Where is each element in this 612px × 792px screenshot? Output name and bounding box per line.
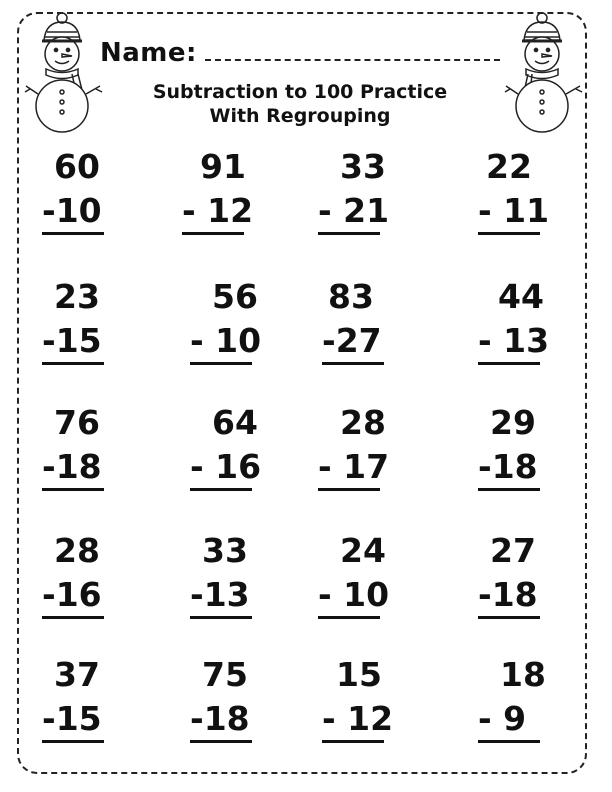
subtrahend: -13 — [190, 575, 250, 614]
subtrahend: - 10 — [190, 321, 262, 360]
snowman-icon — [22, 12, 104, 134]
subtrahend: -15 — [42, 699, 102, 738]
answer-line — [42, 740, 104, 743]
answer-line — [322, 362, 384, 365]
problem — [190, 278, 270, 366]
minuend: 64 — [212, 403, 258, 442]
subtrahend: - 16 — [190, 447, 262, 486]
title-line-1: Subtraction to 100 Practice — [152, 81, 448, 103]
name-row — [100, 32, 500, 68]
answer-line — [478, 488, 540, 491]
answer-line — [318, 616, 380, 619]
answer-line — [182, 232, 244, 235]
answer-line — [318, 488, 380, 491]
problem — [478, 278, 558, 366]
subtrahend: - 13 — [478, 321, 550, 360]
answer-line — [42, 488, 104, 491]
problem — [478, 532, 558, 620]
minuend: 24 — [340, 531, 386, 570]
subtrahend: -27 — [322, 321, 382, 360]
minuend: 91 — [200, 147, 246, 186]
problem — [478, 656, 558, 744]
problem — [322, 278, 402, 366]
subtrahend: - 21 — [318, 191, 390, 230]
answer-line — [190, 616, 252, 619]
subtrahend: -18 — [478, 447, 538, 486]
minuend: 27 — [490, 531, 536, 570]
minuend: 33 — [202, 531, 248, 570]
minuend: 76 — [54, 403, 100, 442]
minuend: 75 — [202, 655, 248, 694]
answer-line — [322, 740, 384, 743]
problem — [318, 532, 398, 620]
subtrahend: - 17 — [318, 447, 390, 486]
subtrahend: - 11 — [478, 191, 550, 230]
answer-line — [478, 232, 540, 235]
problem — [190, 404, 270, 492]
answer-line — [478, 362, 540, 365]
problem — [42, 656, 122, 744]
minuend: 60 — [54, 147, 100, 186]
answer-line — [478, 616, 540, 619]
problem — [182, 148, 262, 236]
minuend: 22 — [486, 147, 532, 186]
name-label: Name: — [100, 38, 197, 68]
minuend: 29 — [490, 403, 536, 442]
snowman-icon — [502, 12, 584, 134]
minuend: 83 — [328, 277, 374, 316]
problem — [42, 278, 122, 366]
subtrahend: - 12 — [322, 699, 394, 738]
subtrahend: -10 — [42, 191, 102, 230]
subtrahend: -16 — [42, 575, 102, 614]
minuend: 28 — [54, 531, 100, 570]
minuend: 33 — [340, 147, 386, 186]
answer-line — [190, 740, 252, 743]
problem — [42, 148, 122, 236]
answer-line — [318, 232, 380, 235]
answer-line — [190, 362, 252, 365]
subtrahend: -18 — [42, 447, 102, 486]
minuend: 18 — [500, 655, 546, 694]
problem — [42, 532, 122, 620]
minuend: 28 — [340, 403, 386, 442]
answer-line — [42, 232, 104, 235]
subtrahend: -15 — [42, 321, 102, 360]
problem — [478, 148, 558, 236]
minuend: 15 — [336, 655, 382, 694]
subtrahend: - 12 — [182, 191, 254, 230]
problem — [318, 404, 398, 492]
problem — [322, 656, 402, 744]
answer-line — [478, 740, 540, 743]
worksheet-title — [120, 80, 480, 128]
name-blank-line[interactable] — [205, 58, 500, 61]
minuend: 56 — [212, 277, 258, 316]
problem — [190, 532, 270, 620]
answer-line — [42, 362, 104, 365]
answer-line — [190, 488, 252, 491]
minuend: 44 — [498, 277, 544, 316]
minuend: 37 — [54, 655, 100, 694]
subtrahend: - 10 — [318, 575, 390, 614]
problem — [318, 148, 398, 236]
subtrahend: - 9 — [478, 699, 527, 738]
problem — [42, 404, 122, 492]
subtrahend: -18 — [190, 699, 250, 738]
problem — [478, 404, 558, 492]
answer-line — [42, 616, 104, 619]
subtrahend: -18 — [478, 575, 538, 614]
minuend: 23 — [54, 277, 100, 316]
title-line-2: With Regrouping — [209, 105, 391, 127]
problem — [190, 656, 270, 744]
